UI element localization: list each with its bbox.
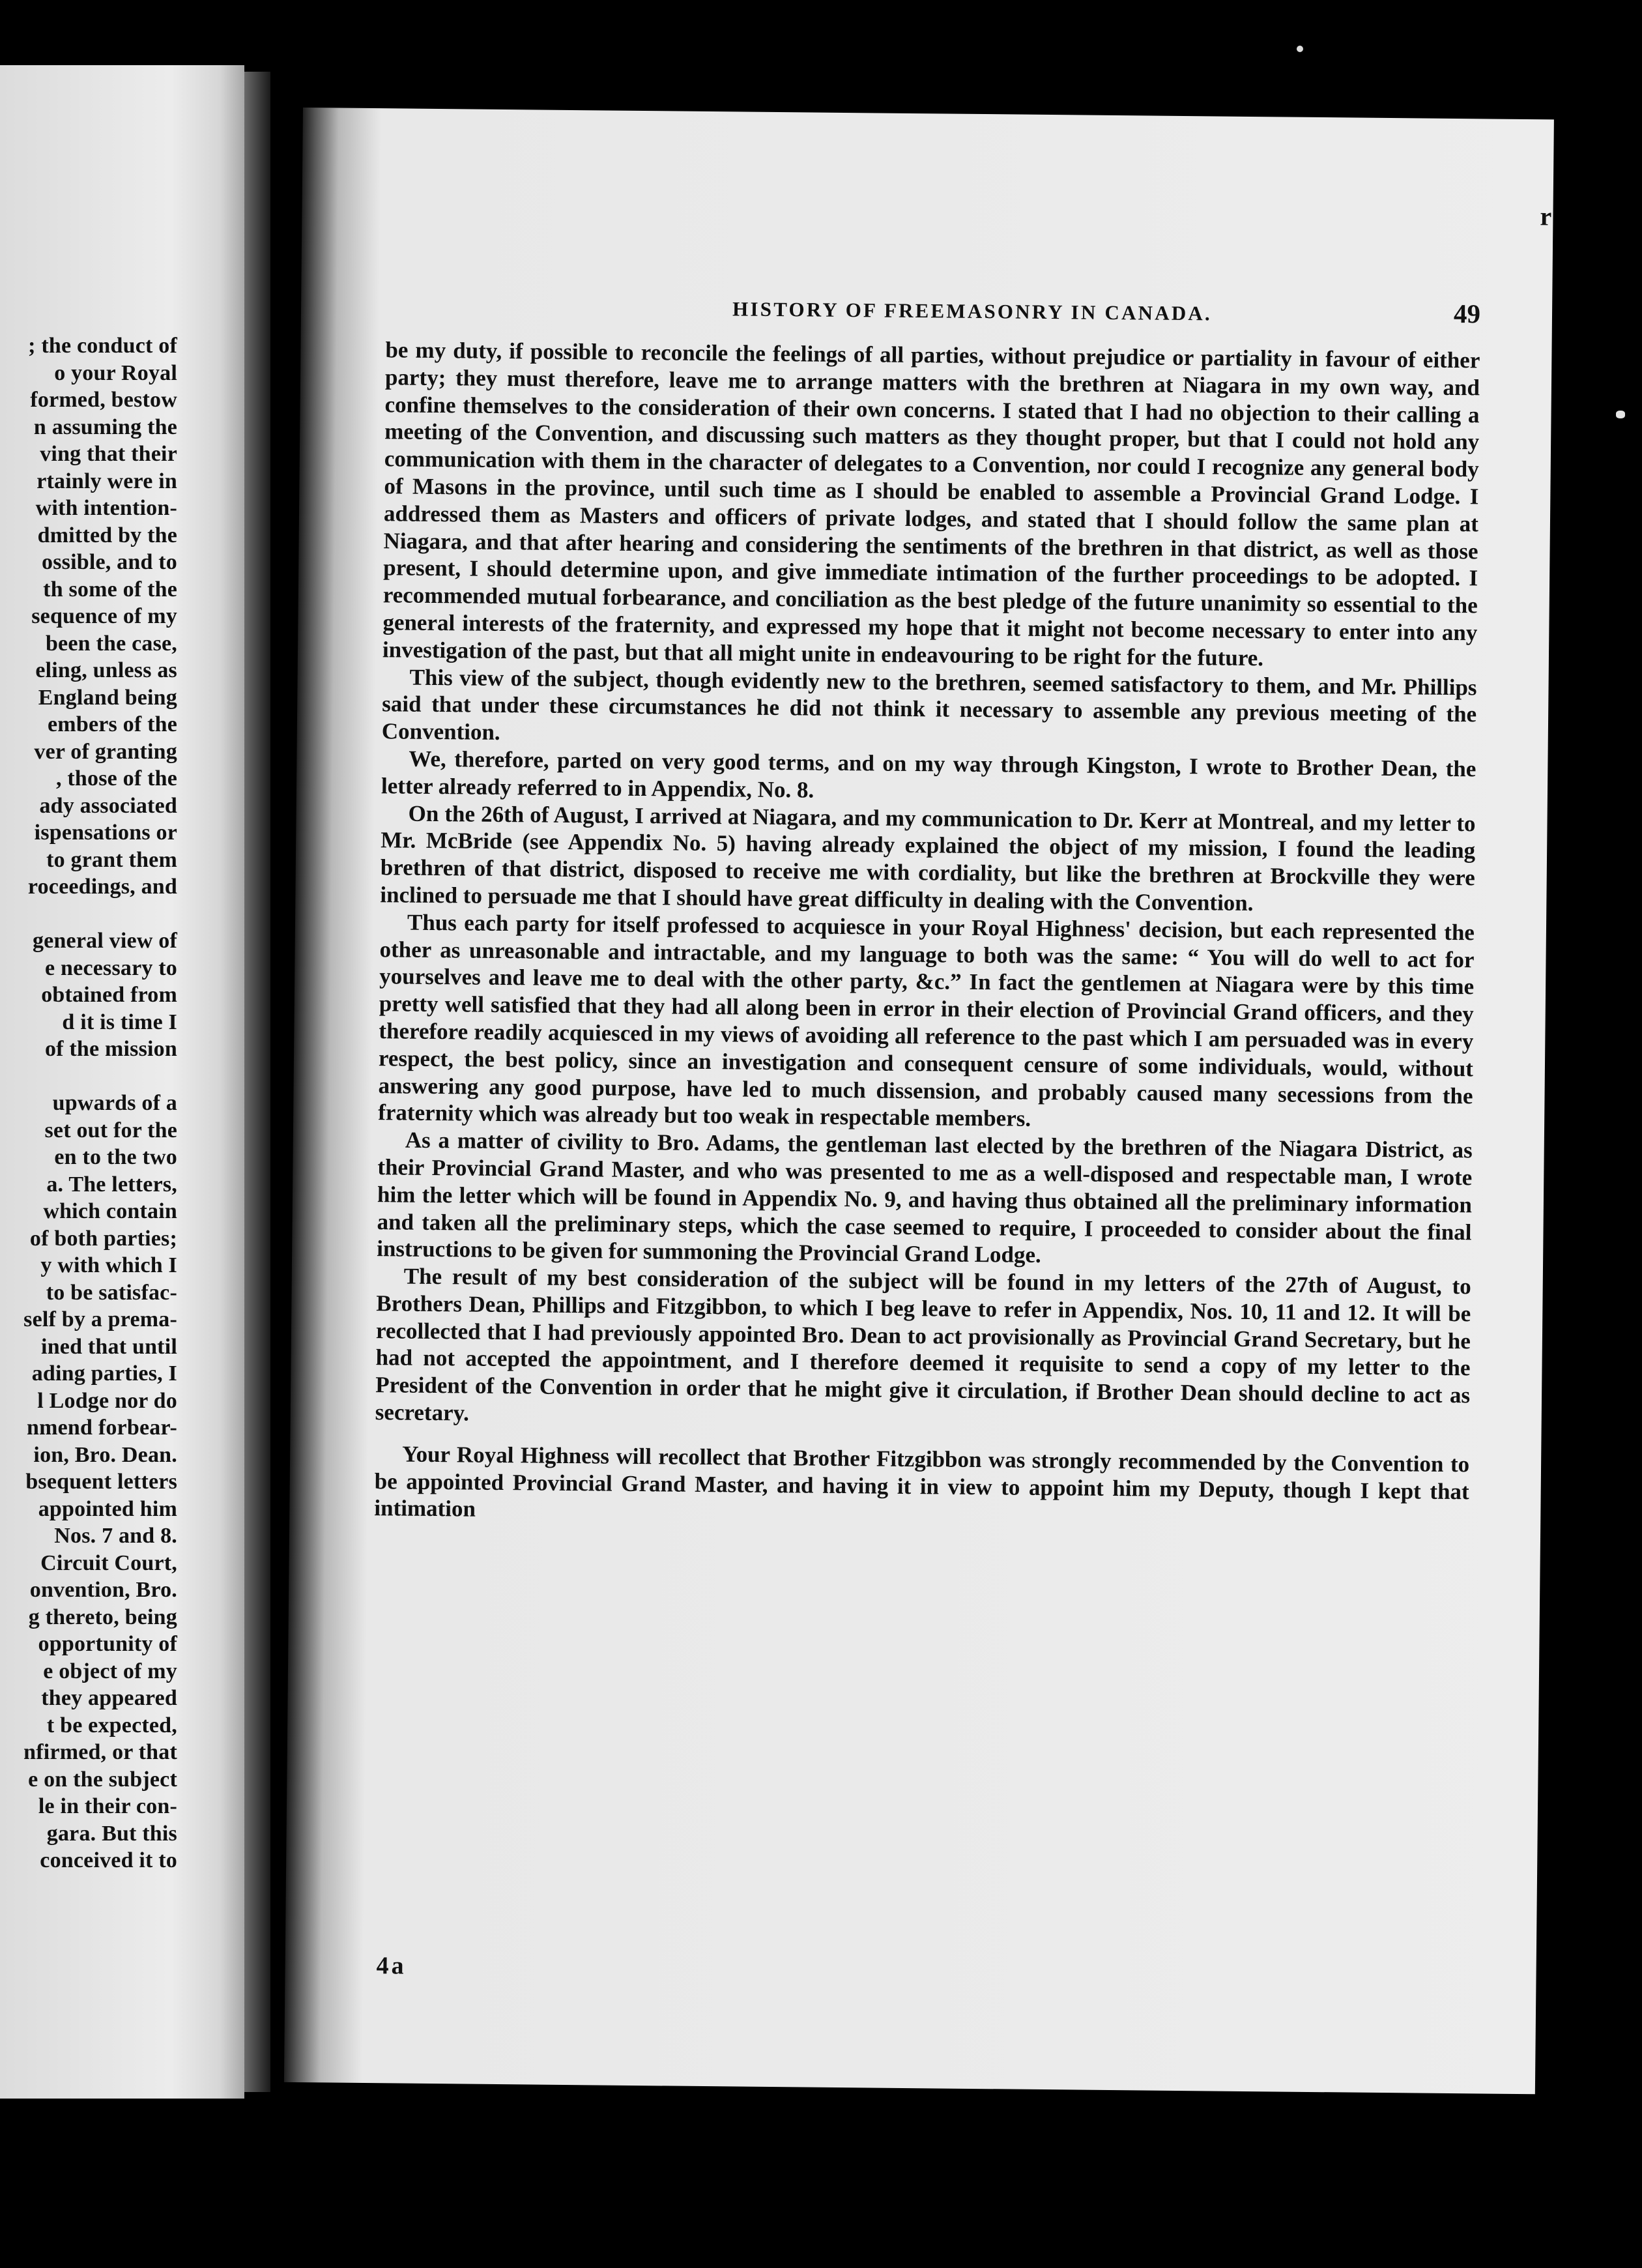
left-line: ion, Bro. Dean.	[33, 1442, 177, 1467]
left-line: to grant them	[46, 847, 177, 872]
scan-speck	[1297, 46, 1303, 52]
paragraph: We, therefore, parted on very good terms, and on my way through Kingston, I wrote to Brother Dean, the letter already referred to in Appendix, No. 8.	[381, 746, 1476, 803]
left-line: formed, bestow	[30, 388, 177, 412]
left-line: e on the subject	[28, 1767, 177, 1792]
left-line: l Lodge nor do	[37, 1388, 177, 1413]
left-line: g thereto, being	[28, 1605, 177, 1629]
scan-speck	[1616, 411, 1625, 418]
left-line: ined that until	[41, 1334, 177, 1359]
left-line: ossible, and to	[42, 550, 177, 574]
left-line: self by a prema-	[23, 1307, 177, 1331]
left-line: roceedings, and	[27, 875, 177, 899]
left-line: gara. But this	[46, 1821, 177, 1846]
page-content	[369, 108, 1552, 2094]
left-line: embers of the	[48, 712, 177, 736]
left-line: to be satisfac-	[46, 1280, 177, 1305]
left-line: onvention, Bro.	[29, 1578, 177, 1602]
left-line: England being	[38, 685, 177, 710]
left-line: bsequent letters	[25, 1470, 177, 1494]
paragraph: This view of the subject, though evidently new to the brethren, seemed satisfactory to them, and Mr. Phillips said that under these circumstances he did not think it necessary to assemble any previous meeting of the Convention.	[381, 664, 1477, 746]
left-line: e necessary to	[45, 955, 177, 980]
left-line: n assuming the	[33, 414, 177, 439]
left-line: nmend forbear-	[26, 1416, 177, 1440]
left-line: ady associated	[39, 793, 177, 818]
left-line: eling, unless as	[35, 658, 177, 682]
left-line: which contain	[43, 1199, 177, 1223]
paragraph: Thus each party for itself professed to acquiesce in your Royal Highness' decision, but each represented the other as unreasonable and intractable, and my language to both was the same: “ You will do well to act for yourselves and leave me to deal with the other party, &c.” In fact the gentlemen at Niagara were by this time pretty well satisfied that they had all along been in error in their election of Provincial Grand officers, and they therefore readily acquiesced in my views of avoiding all reference to the past which I am persuaded was in every respect, the best policy, since an investigation and consequent censure of some individuals, would, without answering any good purpose, have led to much dissension, and probably caused many secessions from the fraternity which was already but too weak in respectable members.	[378, 909, 1475, 1132]
left-line: of both parties;	[29, 1226, 177, 1251]
left-line: dmitted by the	[37, 523, 177, 547]
left-line: d it is time I	[62, 1010, 177, 1034]
corner-mark: r	[1540, 201, 1552, 231]
left-facing-page	[0, 65, 244, 2099]
left-line: , those of the	[56, 766, 177, 791]
left-line: Nos. 7 and 8.	[54, 1524, 177, 1548]
paragraph: Your Royal Highness will recollect that Brother Fitzgibbon was strongly recommended by the Convention to be appointed Provincial Grand Master, and having it in view to appoint him my Deputy, though I kept that intimation	[374, 1441, 1470, 1522]
left-line: general view of	[32, 929, 177, 953]
left-line: t be expected,	[46, 1713, 177, 1737]
left-line: th some of the	[43, 577, 177, 602]
paragraph: On the 26th of August, I arrived at Niagara, and my communication to Dr. Kerr at Montreal, and my letter to Mr. McBride (see Appendix No. 5) having already explained the object of my mission, I found the leading brethren of that district, disposed to receive me with cordiality, but like the brethren at Brockville they were inclined to persuade me that I should have great difficulty in dealing with the Convention.	[380, 800, 1476, 916]
paragraph: be my duty, if possible to reconcile the feelings of all parties, without prejudice or partiality in favour of either party; they must therefore, leave me to arrange matters with the brethren at Niagara in my own way, and confine themselves to the consideration of their own concerns. I stated that I had no objection to their calling a meeting of the Convention, and discussing such matters as they thought proper, but that I could not hold any communication with them in the character of delegates to a Convention, nor could I recognize any general body of Masons in the province, until such time as I should be enabled to assemble a Provincial Grand Lodge. I addressed them as Masters and officers of private lodges, and stated that I should follow the same plan at Niagara, and that after hearing and considering the sentiments of the brethren in that district, as well as those present, I should determine upon, and give immediate intimation of the further proceedings to be adopted. I recommended mutual forbearance, and conciliation as the best pledge of the future unanimity so essential to the general interests of the fraternity, and expressed my hope that it might not become necessary to enter into any investigation of the past, but that all might unite in endeavouring to be right for the future.	[382, 337, 1480, 671]
left-line: a. The letters,	[46, 1172, 177, 1197]
left-line: ving that their	[40, 442, 177, 466]
paragraph: As a matter of civility to Bro. Adams, the gentleman last elected by the brethren of the Niagara District, as their Provincial Grand Master, and who was presented to me as a well-disposed and respectable man, I wrote him the letter which will be found in Appendix No. 9, and having thus obtained all the preliminary information and taken all the preliminary steps, which the case seemed to require, I proceeded to consider about the final instructions to be given for summoning the Provincial Grand Lodge.	[377, 1127, 1473, 1268]
left-line: ading parties, I	[31, 1361, 177, 1386]
left-line: y with which I	[40, 1253, 177, 1277]
left-line: conceived it to	[40, 1848, 177, 1872]
book-gutter-shadow	[244, 72, 270, 2092]
body-text	[374, 336, 1480, 1532]
signature-mark: 4a	[376, 1952, 407, 1980]
left-line: of the mission	[44, 1037, 177, 1061]
left-page-text	[0, 332, 177, 1874]
left-line: nfirmed, or that	[23, 1740, 177, 1764]
running-header	[386, 287, 1480, 329]
left-line: obtained from	[41, 983, 177, 1007]
left-line: set out for the	[44, 1118, 177, 1142]
left-line: opportunity of	[38, 1632, 177, 1656]
left-line: ver of granting	[34, 739, 177, 764]
left-line: sequence of my	[31, 604, 177, 628]
left-line: been the case,	[45, 631, 177, 656]
left-line: ispensations or	[34, 821, 177, 845]
left-line: upwards of a	[52, 1091, 177, 1115]
running-title: HISTORY OF FREEMASONRY IN CANADA.	[732, 297, 1213, 325]
left-line: o your Royal	[54, 360, 177, 385]
left-line: with intention-	[35, 496, 177, 520]
left-line: they appeared	[41, 1686, 177, 1710]
left-line: appointed him	[38, 1496, 177, 1521]
left-line: en to the two	[54, 1145, 177, 1169]
left-line: ; the conduct of	[28, 334, 177, 358]
left-line: e object of my	[43, 1659, 177, 1683]
paragraph: The result of my best consideration of the subject will be found in my letters of the 27th of August, to Brothers Dean, Phillips and Fitzgibbon, to which I beg leave to refer in Appendix, Nos. 10, 11 and 12. It will be recollected that I had previously appointed Bro. Dean to act provisionally as Provincial Grand Secretary, but he had not accepted the appointment, and I therefore deemed it requisite to send a copy of my letter to the President of the Convention in order that he might give it circulation, if Brother Dean should decline to act as secretary.	[375, 1263, 1471, 1426]
left-line: le in their con-	[38, 1794, 177, 1818]
left-line: Circuit Court,	[40, 1550, 177, 1575]
left-line: rtainly were in	[36, 469, 177, 493]
page-number: 49	[1453, 298, 1481, 329]
right-book-page	[284, 108, 1554, 2094]
